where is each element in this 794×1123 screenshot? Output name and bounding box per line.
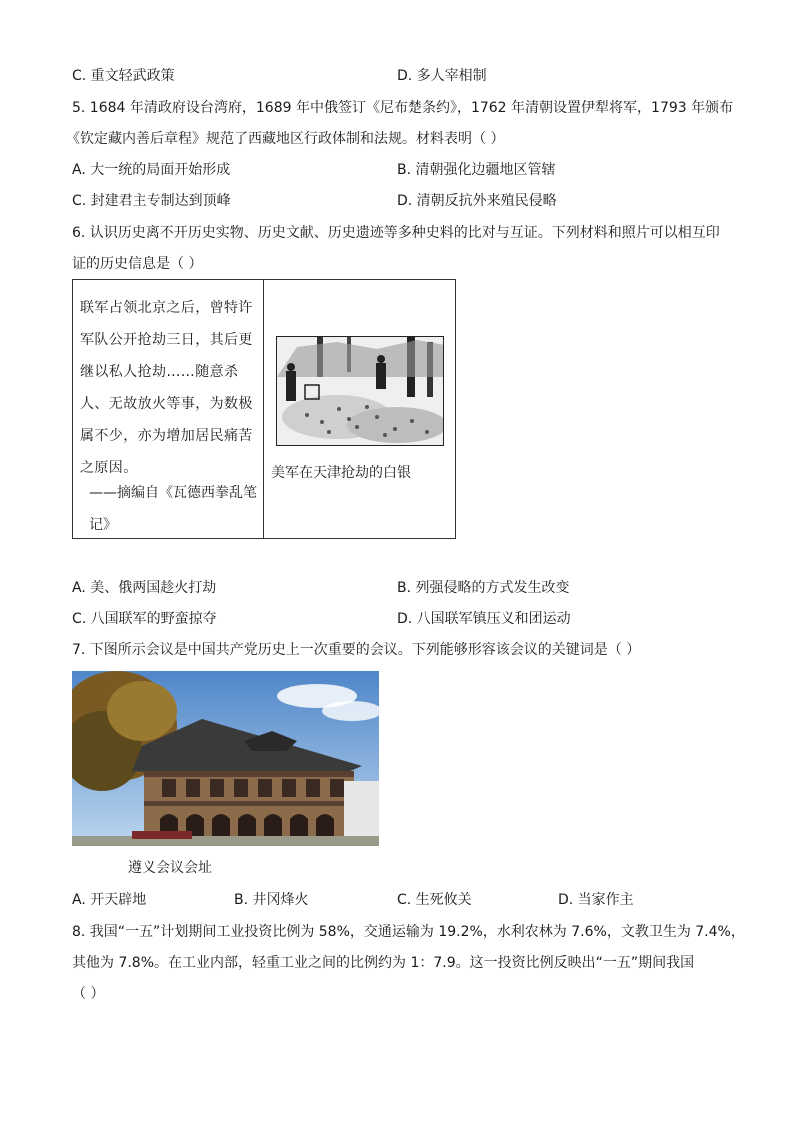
q5-option-d: D. 清朝反抗外来殖民侵略	[397, 193, 557, 209]
q4-option-c: C. 重文轻武政策	[72, 68, 175, 84]
q6-silver-photo	[276, 336, 444, 446]
q7-stem: 7. 下图所示会议是中国共产党历史上一次重要的会议。下列能够形容该会议的关键词是（ ）	[72, 642, 641, 658]
q5-option-a: A. 大一统的局面开始形成	[72, 162, 231, 178]
table-divider	[263, 280, 264, 538]
q8-stem-line2: 其他为 7.8%。在工业内部，轻重工业之间的比例约为 1：7.9。这一投资比例反映出“一五”期间我国	[72, 955, 695, 971]
q5-option-b: B. 清朝强化边疆地区管辖	[397, 162, 556, 178]
q6-option-b: B. 列强侵略的方式发生改变	[397, 580, 570, 596]
q5-stem-line1: 5. 1684 年清政府设台湾府，1689 年中俄签订《尼布楚条约》，1762 年清朝设置伊犁将军，1793 年颁布	[72, 100, 734, 116]
q6-quote-text: 联军占领北京之后，曾特许军队公开抢劫三日，其后更继以私人抢劫……随意杀人、无故放火等事，为数极属不少，亦为增加居民痛苦之原因。	[80, 300, 253, 476]
q5-stem-line2: 《钦定藏内善后章程》规范了西藏地区行政体制和法规。材料表明（ ）	[66, 131, 505, 147]
silver-loot-illustration	[277, 337, 444, 446]
zunyi-building-illustration	[72, 671, 379, 846]
q7-option-c: C. 生死攸关	[397, 892, 472, 908]
q6-option-d: D. 八国联军镇压义和团运动	[397, 611, 571, 627]
q6-stem-line1: 6. 认识历史离不开历史实物、历史文献、历史遗迹等多种史料的比对与互证。下列材料和照片可以相互印	[72, 225, 720, 241]
q7-photo-caption: 遵义会议会址	[128, 860, 212, 876]
q6-quote-source: ——摘编自《瓦德西拳乱笔记》	[89, 485, 257, 533]
q6-stem-line2: 证的历史信息是（ ）	[72, 256, 203, 272]
q8-stem-line1: 8. 我国“一五”计划期间工业投资比例为 58%，交通运输为 19.2%，水利农林为 7.6%，文教卫生为 7.4%，	[72, 924, 745, 940]
q6-option-a: A. 美、俄两国趁火打劫	[72, 580, 217, 596]
q4-option-d: D. 多人宰相制	[397, 68, 487, 84]
q5-option-c: C. 封建君主专制达到顶峰	[72, 193, 231, 209]
zunyi-meeting-site-photo	[72, 671, 379, 846]
q6-photo-caption: 美军在天津抢劫的白银	[271, 465, 411, 481]
q7-option-a: A. 开天辟地	[72, 892, 147, 908]
q8-stem-line3: （ ）	[72, 986, 105, 1002]
q6-material-table	[72, 279, 456, 539]
q7-option-d: D. 当家作主	[558, 892, 634, 908]
q6-option-c: C. 八国联军的野蛮掠夺	[72, 611, 217, 627]
q7-option-b: B. 井冈烽火	[234, 892, 309, 908]
